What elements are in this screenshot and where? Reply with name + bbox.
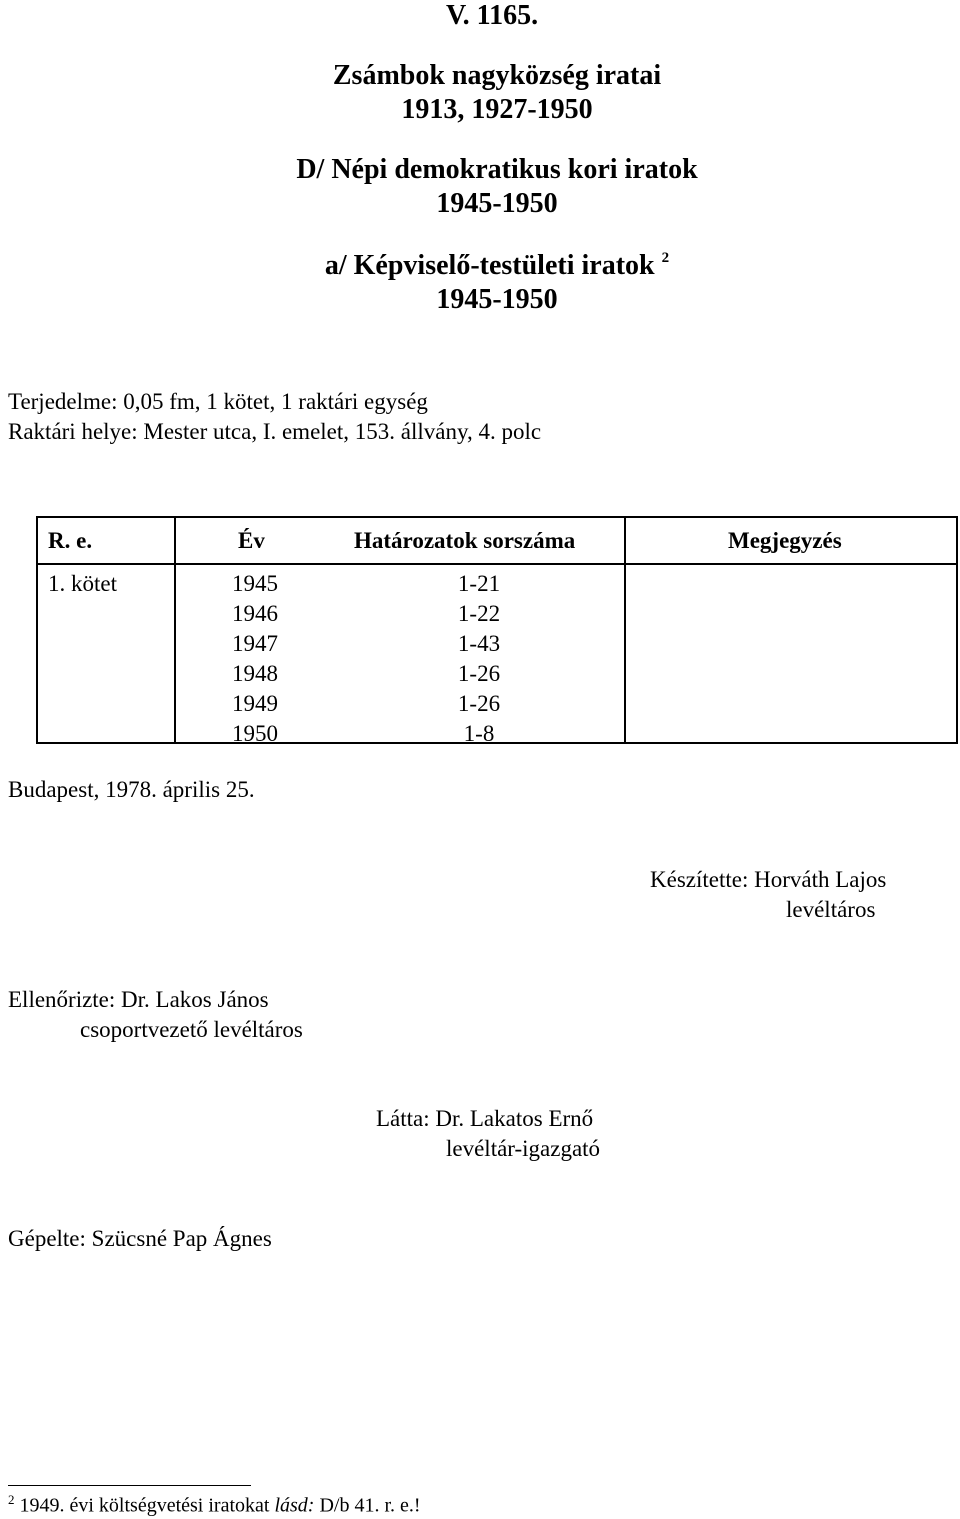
- approved-by: Látta: Dr. Lakatos Ernő: [376, 1106, 594, 1131]
- extent-line: Terjedelme: 0,05 fm, 1 kötet, 1 raktári egység: [8, 389, 428, 414]
- resolution-range-cell: 1-26: [457, 661, 501, 686]
- fonds-years: 1913, 1927-1950: [401, 94, 593, 125]
- table-column-divider: [624, 518, 626, 742]
- year-column: [176, 569, 334, 749]
- fonds-title: Zsámbok nagyközség iratai: [332, 60, 662, 91]
- footnote-separator: [8, 1485, 251, 1486]
- resolution-range-cell: 1-26: [457, 691, 501, 716]
- footnote: [8, 1492, 421, 1518]
- column-header-year: Év: [238, 528, 265, 553]
- footnote-reference-text: D/b 41. r. e.!: [319, 1494, 421, 1517]
- subseries-title: [0, 250, 960, 282]
- unit-cell: 1. kötet: [48, 571, 117, 596]
- prepared-by: Készítette: Horváth Lajos: [650, 867, 887, 892]
- column-header-notes: Megjegyzés: [728, 528, 842, 553]
- column-header-unit: R. e.: [48, 528, 93, 553]
- subseries-years: 1945-1950: [436, 284, 558, 315]
- subseries-title-text: a/ Képviselő-testületi iratok: [324, 250, 655, 281]
- resolution-range-cell: 1-21: [457, 571, 501, 596]
- series-title: D/ Népi demokratikus kori iratok: [296, 154, 698, 185]
- checked-by-role: csoportvezető levéltáros: [80, 1017, 303, 1042]
- resolution-range-cell: 1-43: [457, 631, 501, 656]
- typed-by: Gépelte: Szücsné Pap Ágnes: [8, 1226, 272, 1251]
- records-table: [36, 516, 958, 744]
- place-date: Budapest, 1978. április 25.: [8, 777, 255, 802]
- resolution-range-cell: 1-8: [463, 721, 495, 746]
- prepared-by-role: levéltáros: [786, 897, 876, 922]
- year-cell: 1950: [232, 721, 278, 746]
- resolution-range-cell: 1-22: [457, 601, 501, 626]
- series-years: 1945-1950: [436, 188, 558, 219]
- checked-by: Ellenőrizte: Dr. Lakos János: [8, 987, 269, 1012]
- footnote-reference: 2: [661, 249, 670, 266]
- year-cell: 1948: [232, 661, 278, 686]
- approved-by-role: levéltár-igazgató: [446, 1136, 601, 1161]
- location-line: Raktári helye: Mester utca, I. emelet, 153. állvány, 4. polc: [8, 419, 542, 444]
- footnote-text: 1949. évi költségvetési iratokat: [19, 1494, 270, 1517]
- year-cell: 1947: [232, 631, 278, 656]
- year-cell: 1949: [232, 691, 278, 716]
- footnote-see-label: lásd:: [274, 1494, 315, 1517]
- resolution-number-column: [334, 569, 624, 749]
- column-header-resolutions: Határozatok sorszáma: [354, 528, 576, 553]
- archive-code: V. 1165.: [446, 0, 539, 31]
- year-cell: 1946: [232, 601, 278, 626]
- year-cell: 1945: [232, 571, 278, 596]
- footnote-mark: 2: [8, 1492, 15, 1507]
